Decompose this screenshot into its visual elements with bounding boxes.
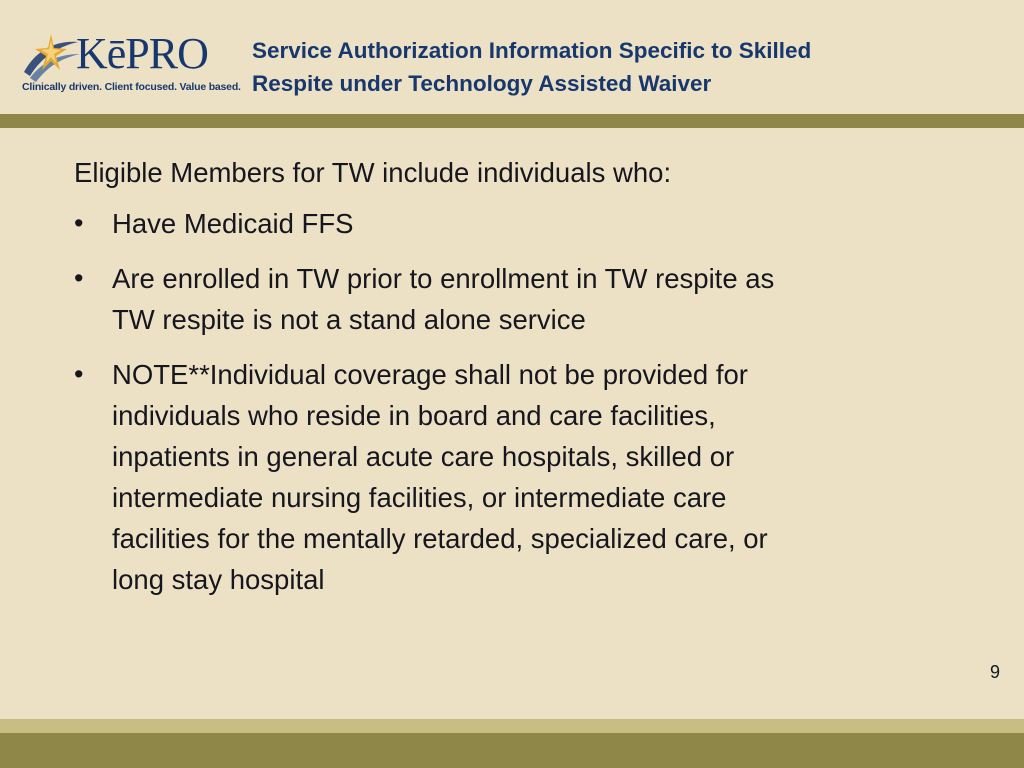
bullet-glyph: • xyxy=(74,208,84,238)
page-number: 9 xyxy=(990,662,1001,682)
bullet-glyph: • xyxy=(74,359,84,389)
bullet-glyph: • xyxy=(74,263,84,293)
bullet-line: TW respite is not a stand alone service xyxy=(112,304,586,335)
bullet-line: inpatients in general acute care hospitals, skilled or xyxy=(112,441,735,472)
intro-text: Eligible Members for TW include individuals who: xyxy=(74,157,672,188)
title-line: Respite under Technology Assisted Waiver xyxy=(252,71,712,96)
bullet-line: individuals who reside in board and care facilities, xyxy=(112,400,716,431)
bullet-item xyxy=(74,258,954,340)
bullet-line: long stay hospital xyxy=(112,564,325,595)
bullet-item xyxy=(74,203,954,244)
footer-band-light xyxy=(0,719,1024,733)
bullet-line: Are enrolled in TW prior to enrollment in TW respite as xyxy=(112,263,775,294)
header-divider-band xyxy=(0,114,1024,128)
kepro-logo xyxy=(20,28,241,98)
star-swoosh-logo-icon xyxy=(20,28,82,84)
title-line: Service Authorization Information Specific to Skilled xyxy=(252,38,812,63)
bullet-line: NOTE**Individual coverage shall not be provided for xyxy=(112,359,748,390)
bullet-list xyxy=(74,203,954,600)
bullet-line: facilities for the mentally retarded, specialized care, or xyxy=(112,523,768,554)
bullet-item xyxy=(74,354,954,600)
logo-tagline: Clinically driven. Client focused. Value based. xyxy=(22,81,241,93)
slide-body xyxy=(74,153,954,614)
footer-band-dark xyxy=(0,733,1024,768)
bullet-line: intermediate nursing facilities, or intermediate care xyxy=(112,482,727,513)
logo-wordmark: KēPRO xyxy=(76,29,208,78)
slide-title xyxy=(252,34,992,100)
bullet-line: Have Medicaid FFS xyxy=(112,208,354,239)
